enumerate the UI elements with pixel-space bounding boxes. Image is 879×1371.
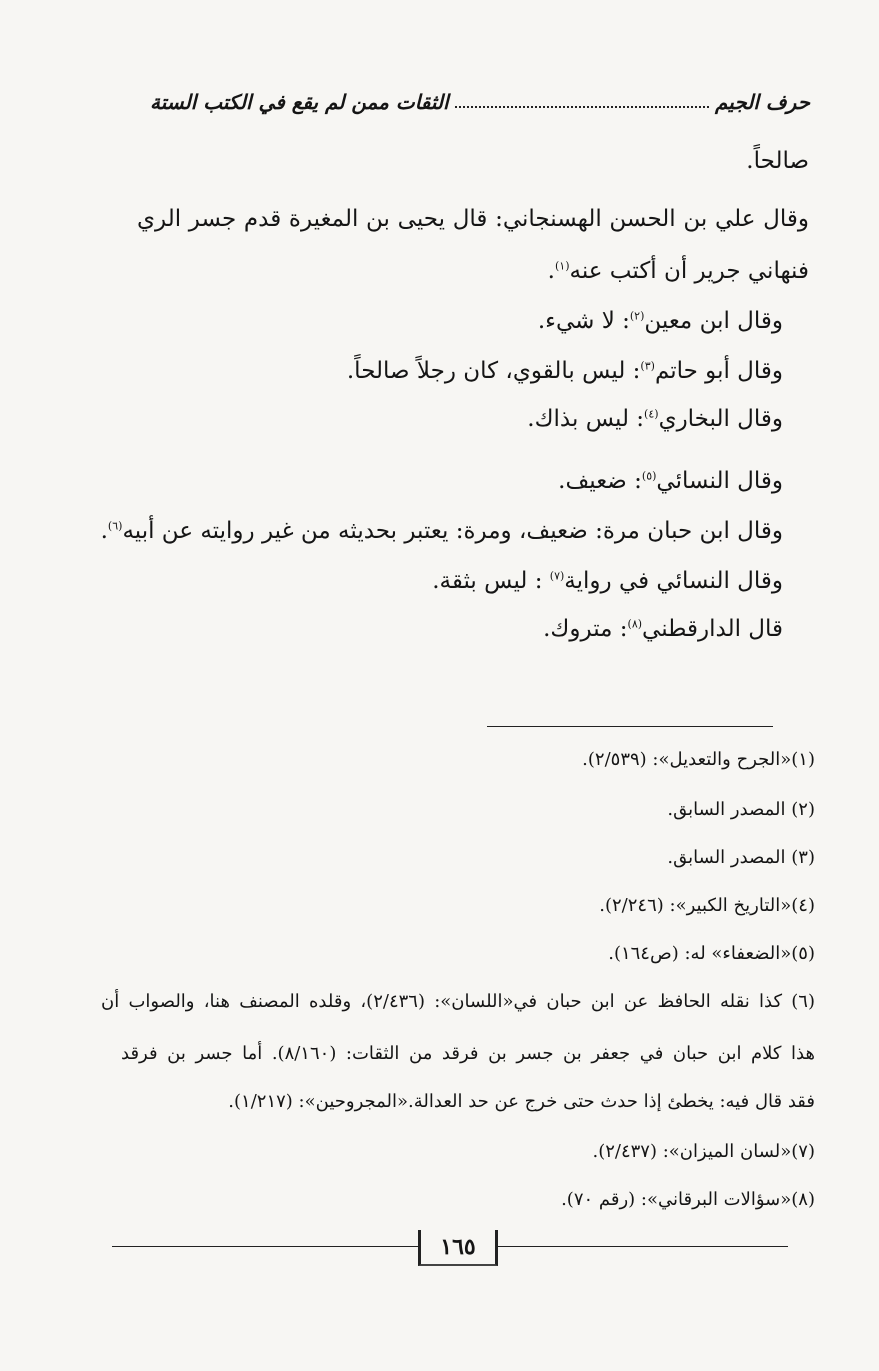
body-line-10: قال الدارقطني$^{(٨)}$: متروك. (543, 616, 783, 642)
body-line-3: فنهاني جرير أن أكتب عنه$^{(١)}$. (547, 258, 809, 284)
running-header (150, 78, 810, 114)
body-line-8: وقال ابن حبان مرة: ضعيف، ومرة: يعتبر بحديثه من غير روايته عن أبيه$^{(٦)}$. (100, 518, 783, 544)
footnote-ref-3: (٣) (640, 359, 655, 373)
book-title: الثقات ممن لم يقع في الكتب الستة (150, 90, 449, 114)
footnote-ref-4: (٤) (644, 407, 659, 421)
chapter-title: حرف الجيم (715, 90, 810, 114)
footnote-3: (٣) المصدر السابق. (667, 847, 815, 868)
body-line-2: وقال علي بن الحسن الهسنجاني: قال يحيى بن المغيرة قدم جسر الري (137, 206, 809, 232)
body-line-4: وقال ابن معين$^{(٢)}$: لا شيء. (537, 308, 783, 334)
footnote-6-line-3: فقد قال فيه: يخطئ إذا حدث حتى خرج عن حد العدالة.«المجروحين»: (١/٢١٧). (228, 1091, 815, 1112)
footnote-ref-7: (٧) (549, 569, 565, 583)
footnote-2: (٢) المصدر السابق. (667, 799, 815, 820)
footer-rule-left (112, 1246, 418, 1247)
header-dot-leader (455, 105, 709, 108)
footnote-8: (٨)«سؤالات البرقاني»: (رقم ٧٠). (561, 1189, 815, 1210)
footer-rule-right (498, 1246, 788, 1247)
footnote-6-line-2: هذا كلام ابن حبان في جعفر بن جسر بن فرقد من الثقات: (٨/١٦٠). أما جسر بن فرقد (121, 1043, 815, 1064)
body-line-9: وقال النسائي في رواية$^{(٧)}$ : ليس بثقة. (432, 568, 783, 594)
footnote-ref-2: (٢) (629, 309, 645, 323)
body-line-1: صالحاً. (746, 148, 809, 174)
footnote-ref-6: (٦) (107, 519, 123, 533)
body-line-5: وقال أبو حاتم$^{(٣)}$: ليس بالقوي، كان رجلاً صالحاً. (346, 358, 783, 384)
footnote-7: (٧)«لسان الميزان»: (٢/٤٣٧). (592, 1141, 815, 1162)
page-number: ١٦٥ (418, 1230, 498, 1266)
footnote-ref-5: (٥) (641, 469, 657, 483)
footnote-separator (487, 726, 773, 727)
footnote-ref-1: (١) (554, 259, 570, 273)
footnote-1: (١)«الجرح والتعديل»: (٢/٥٣٩). (582, 749, 815, 770)
body-line-7: وقال النسائي$^{(٥)}$: ضعيف. (558, 468, 783, 494)
body-line-6: وقال البخاري$^{(٤)}$: ليس بذاك. (527, 406, 783, 432)
footnote-5: (٥)«الضعفاء» له: (ص١٦٤). (608, 943, 815, 964)
footnote-4: (٤)«التاريخ الكبير»: (٢/٢٤٦). (599, 895, 815, 916)
footnote-6-line-1: (٦) كذا نقله الحافظ عن ابن حبان في«اللسان»: (٢/٤٣٦)، وقلده المصنف هنا، والصواب أن (101, 991, 815, 1012)
footnote-ref-8: (٨) (627, 617, 643, 631)
